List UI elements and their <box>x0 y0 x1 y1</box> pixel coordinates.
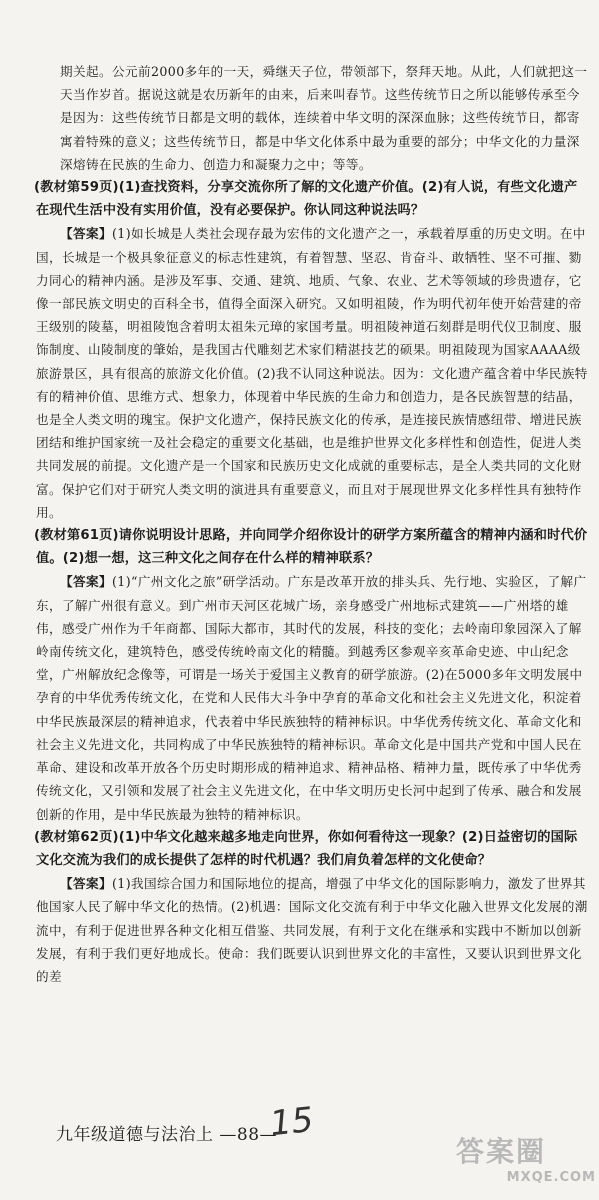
question-number <box>8 826 34 849</box>
answer-tag: 【答案】 <box>60 574 112 590</box>
handwritten-mark: 15 <box>268 1099 316 1145</box>
watermark-logo-text: 答案圈 <box>456 1135 547 1168</box>
answer-body: (1)如长城是人类社会现存最为宏伟的文化遗产之一，承载着厚重的历史文明。在中国，长城是一个极具象征意义的标志性建筑，有着智慧、坚忍、肯奋斗、敢牺牲、坚不可摧、勠力同心的精神内涵。是涉及军事、交通、建筑、地质、气象、农业、艺术等领域的珍贵遗存，它像一部民族文明史的百科全书，值得全面深入研究。又如明祖陵，作为明代初年使开始营建的帝王级别的陵墓，明祖陵饱含着明太祖朱元璋的家国考量。明祖陵神道石刻群是明代仪卫制度、服饰制度、山陵制度的肇始，是我国古代雕刻艺术家们精湛技艺的硕果。明祖陵现为国家AAAA级旅游景区，具有很高的旅游文化价值。(2)我不认同这种说法。因为：文化遗产蕴含着中华民族特有的精神价值、思维方式、想象力，体现着中华民族的生命力和创造力，是各民族智慧的结晶，也是全人类文明的瑰宝。保护文化遗产，保持民族文化的传承，是连接民族情感纽带、增进民族团结和维护国家统一及社会稳定的重要文化基础，也是维护世界文化多样性和创造性，促进人类共同发展的前提。文化遗产是一个国家和民族历史文化成就的重要标志，是全人类共同的文化财富。保护它们对于研究人类文明的演进具有重要意义，而且对于展现世界文化多样性具有独特作用。 <box>36 226 588 520</box>
question-item-2 <box>8 176 590 524</box>
page-footer: 九年级道德与法治上 —88— <box>56 1125 278 1145</box>
question-item-3 <box>8 524 590 826</box>
question-body: (教材第59页)(1)查找资料，分享交流你所了解的文化遗产价值。(2)有人说，有些文化遗产在现代生活中没有实用价值，没有必要保护。你认同这种说法吗？ <box>34 180 578 219</box>
question-text <box>8 826 590 872</box>
answer-paragraph <box>8 570 590 825</box>
answer-paragraph <box>8 222 590 524</box>
answer-paragraph <box>8 872 590 988</box>
question-text <box>8 176 590 222</box>
question-number <box>8 176 34 199</box>
question-text <box>8 524 590 570</box>
watermark-url: MXQE.COM <box>506 1170 596 1185</box>
intro-paragraph: 期关起。公元前2000多年的一天，舜继天子位，带领部下，祭拜天地。从此，人们就把这一天当作岁首。据说这就是农历新年的由来，后来叫春节。这些传统节日之所以能够传承至今是因为：这些传统节日都是文明的载体，连续着中华文明的深深血脉；这些传统节日，都寄寓着特殊的意义；这些传统节日，都是中华文化体系中最为重要的部分；中华文化的力量深深熔铸在民族的生命力、创造力和凝聚力之中；等等。 <box>60 64 588 172</box>
answer-body: (1)我国综合国力和国际地位的提高，增强了中华文化的国际影响力，激发了世界其他国家人民了解中华文化的热情。(2)机遇：国际文化交流有利于中华文化融入世界文化发展的潮流中，有利于促进世界各种文化相互借鉴、共同发展，有利于文化在继承和实践中不断加以创新发展，有利于我们更好地成长。使命：我们既要认识到世界文化的丰富性，又要认识到世界文化的差 <box>36 876 588 984</box>
question-number <box>8 524 34 547</box>
site-watermark <box>456 1130 596 1194</box>
question-body: (教材第62页)(1)中华文化越来越多地走向世界，你如何看待这一现象？(2)日益密切的国际文化交流为我们的成长提供了怎样的时代机遇？我们肩负着怎样的文化使命？ <box>34 829 578 868</box>
page-body <box>8 60 590 988</box>
question-body: (教材第61页)请你说明设计思路，并向同学介绍你设计的研学方案所蕴含的精神内涵和时代价值。(2)想一想，这三种文化之间存在什么样的精神联系？ <box>34 528 588 567</box>
answer-body: (1)“广州文化之旅”研学活动。广东是改革开放的排头兵、先行地、实验区，了解广东，了解广州很有意义。到广州市天河区花城广场，亲身感受广州地标式建筑——广州塔的雄伟，感受广州作为千年商都、国际大都市，其时代的发展，科技的变化；去岭南印象园深入了解岭南传统文化，建筑特色，感受传统岭南文化的精髓。到越秀区参观辛亥革命史迹、中山纪念堂，广州解放纪念像等，可谓是一场关于爱国主义教育的研学旅游。(2)在5000多年文明发展中孕育的中华优秀传统文化，在党和人民伟大斗争中孕育的革命文化和社会主义先进文化，积淀着中华民族最深层的精神追求，代表着中华民族独特的精神标识。中华优秀传统文化、革命文化和社会主义先进文化，共同构成了中华民族独特的精神标识。革命文化是中国共产党和中国人民在革命、建设和改革开放各个历史时期形成的精神追求、精神品格、精神力量，既传承了中华优秀传统文化，又引领和发展了社会主义先进文化，在中华文明历史长河中起到了传承、融合和发展创新的作用，是中华民族最为独特的精神标识。 <box>36 574 587 822</box>
answer-tag: 【答案】 <box>60 226 112 242</box>
question-item-4 <box>8 826 590 988</box>
answer-tag: 【答案】 <box>60 876 112 892</box>
